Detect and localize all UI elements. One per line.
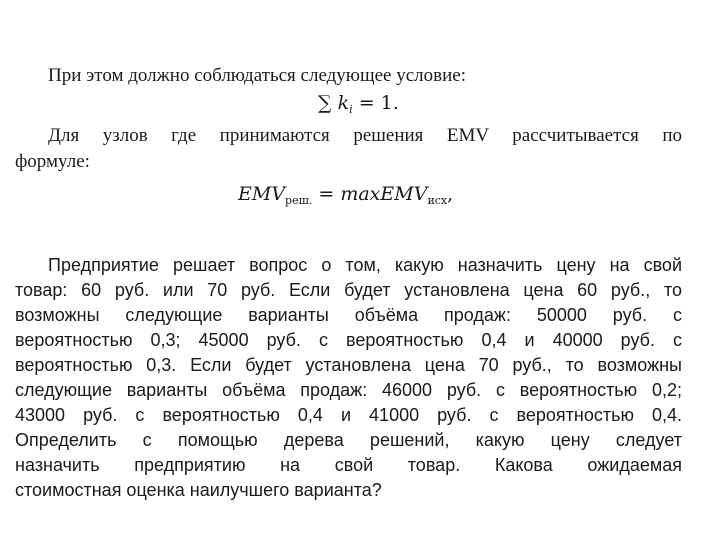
formula-equality: = 1. [352,92,399,114]
problem-line: Предприятие решает вопрос о том, какую назначить цену на свой [48,255,682,275]
problem-paragraph [48,253,682,278]
emv-formula-rhs-sub: исх [427,194,448,207]
problem-line: вероятностью 0,3. Если будет установлена цена 70 руб., то возможны [15,355,682,375]
emv-text-line-2: формуле: [15,151,90,172]
problem-line: назначить предприятию на свой товар. Какова ожидаемая [15,455,682,475]
emv-formula-rhs: maxEMV [340,183,428,205]
sum-formula [318,92,399,116]
emv-formula-tail: , [447,183,454,205]
intro-text: При этом должно соблюдаться следующее условие: [48,65,467,86]
emv-formula [238,183,453,207]
problem-line: возможны следующие варианты объёма продаж: 50000 руб. с [15,305,682,325]
problem-last-line: стоимостная оценка наилучшего варианта? [15,480,382,500]
problem-line: следующие варианты объёма продаж: 46000 руб. с вероятностью 0,2; [15,380,682,400]
problem-line: 43000 руб. с вероятностью 0,4 и 41000 руб. с вероятностью 0,4. [15,405,682,425]
problem-paragraph-body [15,278,682,503]
formula-variable: k [337,92,350,114]
emv-text-line-1: Для узлов где принимаются решения EMV рассчитывается по [48,125,682,146]
emv-formula-lhs: EMV [238,183,286,205]
problem-line: товар: 60 руб. или 70 руб. Если будет установлена цена 60 руб., то [15,280,682,300]
sum-symbol: ∑ [318,92,332,114]
problem-line: вероятностью 0,3; 45000 руб. с вероятностью 0,4 и 40000 руб. с [15,330,682,350]
emv-formula-eq: = [312,183,341,205]
emv-formula-lhs-sub: реш. [285,194,313,207]
formula-subscript: i [349,103,353,116]
problem-line: Определить с помощью дерева решений, какую цену следует [15,430,682,450]
